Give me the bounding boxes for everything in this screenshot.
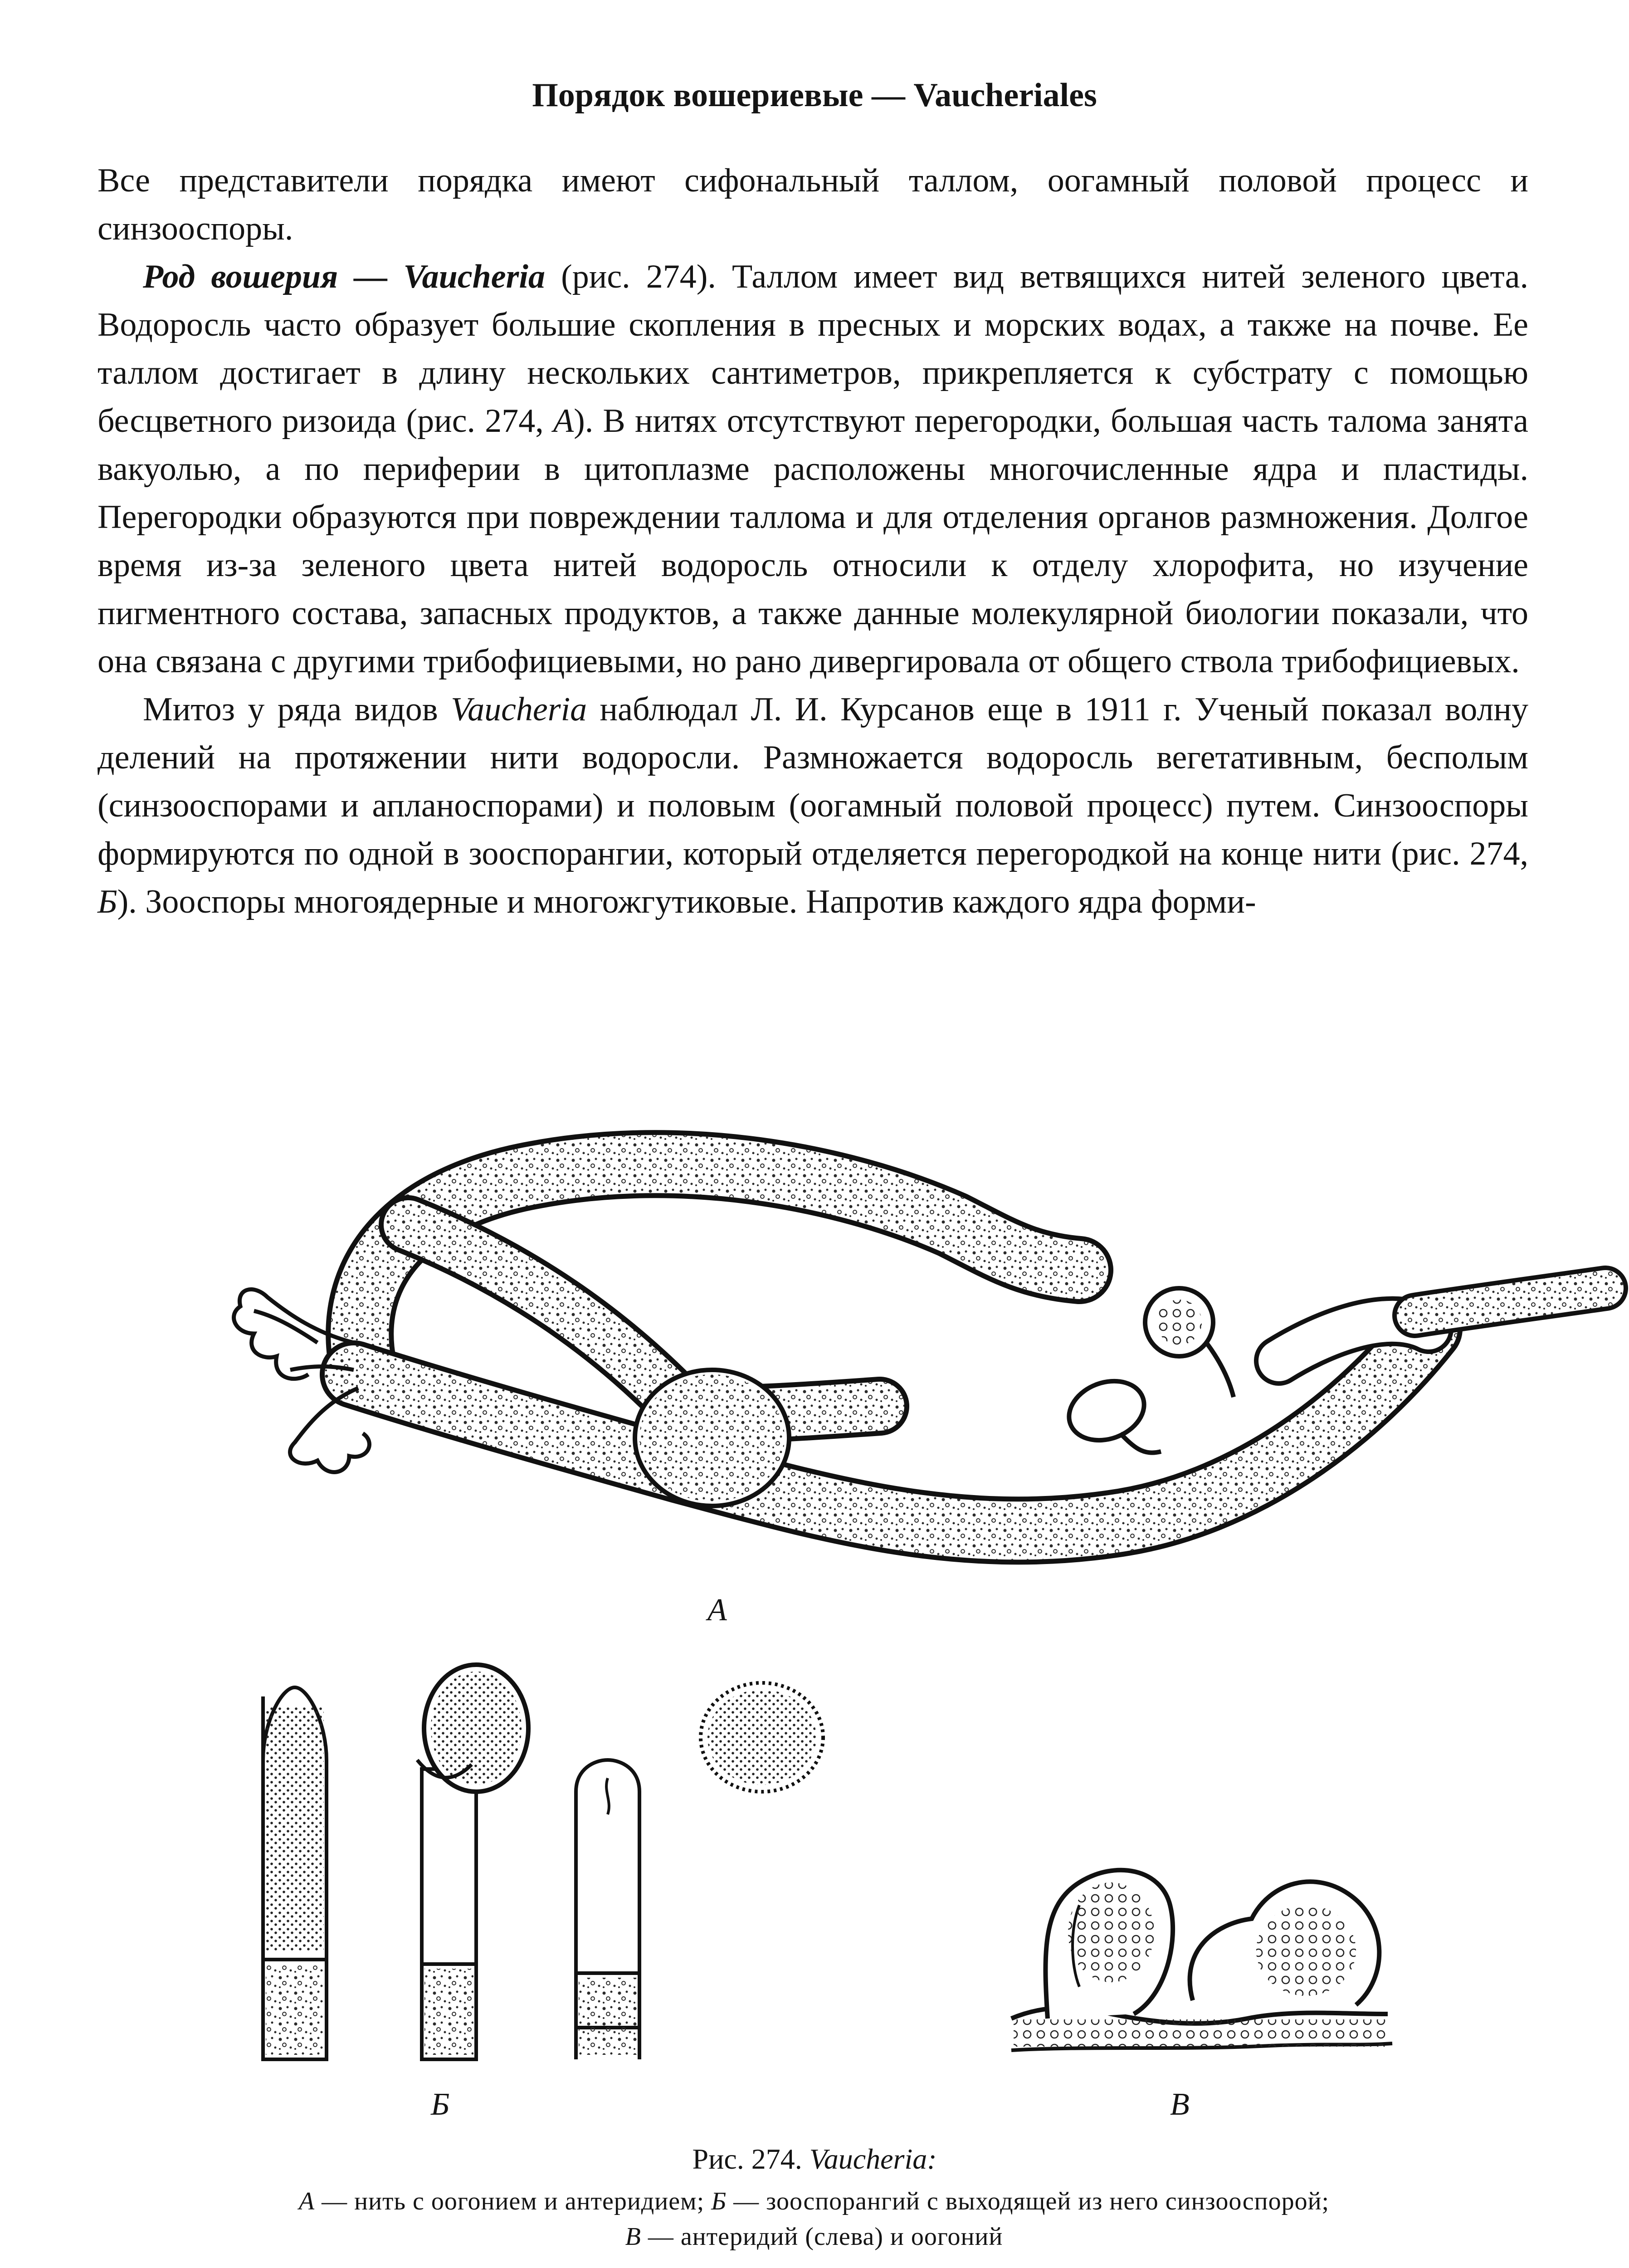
filament (354, 1164, 1605, 1530)
caption-letter-a: А (298, 2187, 315, 2215)
antheridium (1145, 1288, 1234, 1397)
caption-letter-b: Б (711, 2187, 727, 2215)
figure-part-v (1011, 1870, 1392, 2050)
caption-letter-v: В (625, 2223, 641, 2251)
antheridium-v (1045, 1870, 1173, 2019)
oogonium-v (1190, 1882, 1380, 2005)
paragraph-3-text-b: наблюдал Л. И. Курсанов еще в 1911 г. Ученый показал волну делений на протяжении нити водоросли. Размножается водоросль вегетативным, бесполым (синзооспорами и апланоспорами) и половым (оогамный половой процесс) путем. Синзооспоры формируются по одной в зооспорангии, который отделяется перегородкой на конце нити (рис. 274, (98, 691, 1528, 872)
figure-ref-a: А (553, 402, 574, 440)
figure-label-v: В (1170, 2087, 1190, 2122)
genus-name: Vaucheria (451, 691, 587, 728)
paragraph-3-text-c: ). Зооспоры многоядерные и многожгутиковые. Напротив каждого ядра форми- (117, 883, 1256, 920)
zoosporangium-empty (576, 1760, 639, 2059)
body-text (98, 156, 1528, 926)
caption-b-text: — зооспорангий с выходящей из него синзооспорой; (727, 2187, 1330, 2215)
caption-title-prefix: Рис. 274. (692, 2143, 810, 2175)
figure-caption-line-2 (100, 2219, 1528, 2254)
figure-ref-b: Б (98, 883, 117, 920)
synzoospore (701, 1683, 823, 1792)
caption-a-text: — нить с оогонием и антеридием; (315, 2187, 712, 2215)
rhizoid (234, 1290, 370, 1472)
paragraph-2-text-a: (рис. 274). Таллом имеет вид ветвящихся нитей зеленого цвета. Водоросль часто образует большие скопления в пресных и морских водах, а также на почве. Ее таллом достигает в длину нескольких сантиметров, прикрепляется к субстрату с помощью бесцветного ризоида (рис. 274, (98, 258, 1528, 440)
oogonium (1061, 1371, 1161, 1453)
figure-label-a: А (707, 1593, 727, 1628)
figure-label-b: Б (431, 2087, 450, 2122)
caption-title-genus: Vaucheria: (809, 2143, 937, 2175)
paragraph-3-text-a: Митоз у ряда видов (143, 691, 451, 728)
caption-v-text: — антеридий (слева) и оогоний (641, 2223, 1003, 2251)
zoosporangium-2 (417, 1665, 528, 2059)
figure-part-a (234, 1164, 1605, 1530)
paragraph-2 (98, 253, 1528, 685)
genus-title: Род вошерия — Vaucheria (143, 258, 545, 295)
paragraph-3 (98, 685, 1528, 926)
oogonium-swelling (635, 1370, 789, 1506)
figure-part-b (263, 1665, 823, 2059)
figure-caption-title (0, 2141, 1629, 2177)
section-heading: Порядок вошериевые — Vaucheriales (532, 77, 1097, 114)
paragraph-2-text-b: ). В нитях отсутствуют перегородки, большая часть талома занята вакуолью, а по периферии в цитоплазме расположены многочисленные ядра и пластиды. Перегородки образуются при повреждении таллома и для отделения органов размножения. Долгое время из-за зеленого цвета нитей водоросль относили к отделу хлорофита, но изучение пигментного состава, запасных продуктов, а также данные молекулярной биологии показали, что она связана с другими трибофициевыми, но рано дивергировала от общего ствола трибофициевых. (98, 402, 1528, 680)
paragraph-1: Все представители порядка имеют сифональный таллом, оогамный половой процесс и синзооспоры. (98, 162, 1528, 247)
zoosporangium-1 (263, 1687, 327, 2059)
figure-caption-line-1 (100, 2184, 1528, 2219)
